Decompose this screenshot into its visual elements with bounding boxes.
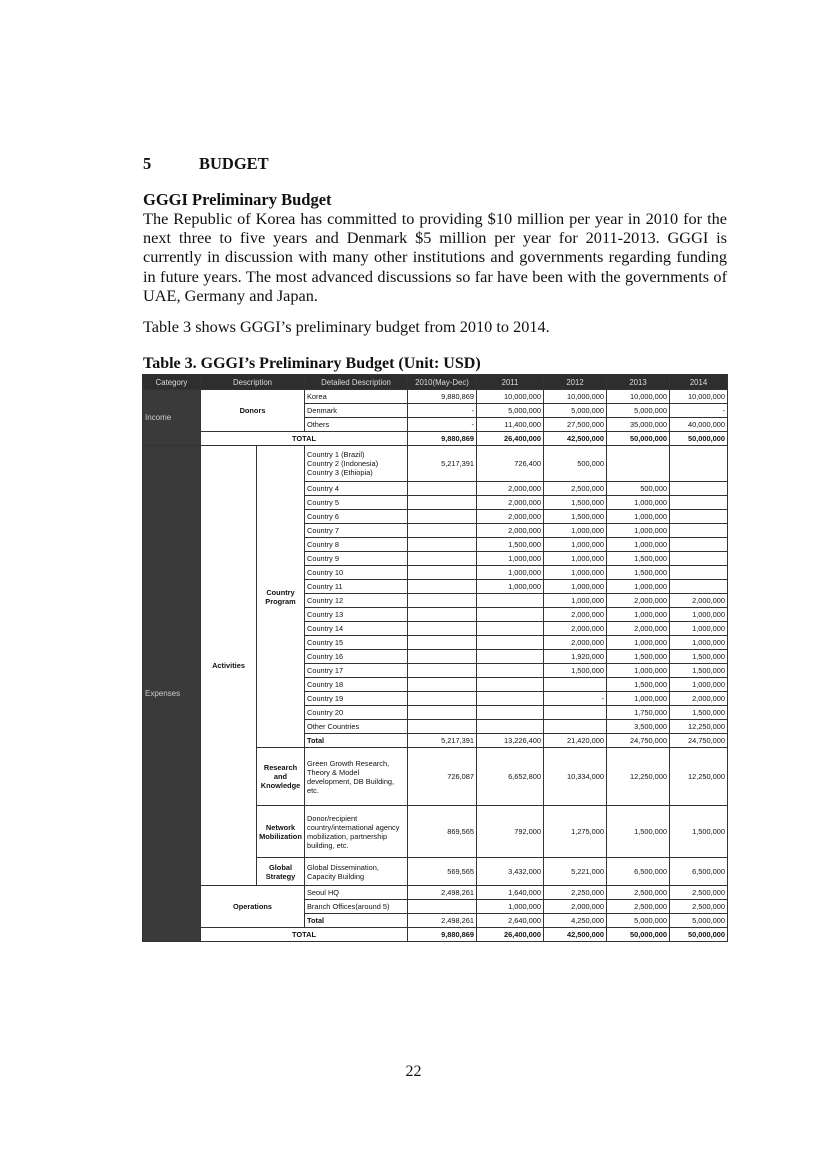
amount-cell: [408, 678, 477, 692]
amount-cell: 5,217,391: [408, 446, 477, 482]
amount-cell: 5,000,000: [607, 404, 670, 418]
amount-cell: 1,000,000: [607, 510, 670, 524]
header-category: Category: [143, 375, 201, 390]
amount-cell: [670, 524, 728, 538]
amount-cell: 1,640,000: [477, 886, 544, 900]
amount-cell: 10,000,000: [477, 390, 544, 404]
amount-cell: 6,652,800: [477, 748, 544, 806]
amount-cell: [408, 496, 477, 510]
amount-cell: 50,000,000: [607, 432, 670, 446]
amount-cell: 500,000: [607, 482, 670, 496]
amount-cell: [607, 446, 670, 482]
amount-cell: 10,000,000: [670, 390, 728, 404]
amount-cell: 40,000,000: [670, 418, 728, 432]
amount-cell: 1,500,000: [670, 650, 728, 664]
amount-cell: 12,250,000: [670, 748, 728, 806]
amount-cell: 1,500,000: [544, 510, 607, 524]
amount-cell: [544, 678, 607, 692]
detail-cell: Korea: [305, 390, 408, 404]
intro-paragraph: The Republic of Korea has committed to providing $10 million per year in 2010 for the next three to five years and Denmark $5 million per year for 2011-2013. GGGI is currently in discussion with many other institutions and governments regarding funding in future years. The most advanced discussions so far have been with the governments of UAE, Germany and Japan.: [143, 209, 727, 305]
amount-cell: [408, 566, 477, 580]
amount-cell: 1,000,000: [477, 580, 544, 594]
amount-cell: 12,250,000: [607, 748, 670, 806]
amount-cell: [477, 608, 544, 622]
amount-cell: 4,250,000: [544, 914, 607, 928]
amount-cell: [408, 608, 477, 622]
amount-cell: [408, 524, 477, 538]
amount-cell: 6,500,000: [607, 858, 670, 886]
amount-cell: 10,334,000: [544, 748, 607, 806]
amount-cell: 2,000,000: [670, 594, 728, 608]
amount-cell: [408, 482, 477, 496]
amount-cell: 1,500,000: [607, 566, 670, 580]
amount-cell: 1,500,000: [544, 496, 607, 510]
amount-cell: [408, 538, 477, 552]
amount-cell: 10,000,000: [607, 390, 670, 404]
section-heading: [143, 154, 269, 174]
amount-cell: 21,420,000: [544, 734, 607, 748]
amount-cell: 5,217,391: [408, 734, 477, 748]
amount-cell: 2,500,000: [544, 482, 607, 496]
header-2014: 2014: [670, 375, 728, 390]
amount-cell: 3,500,000: [607, 720, 670, 734]
amount-cell: 1,500,000: [607, 650, 670, 664]
amount-cell: [408, 580, 477, 594]
amount-cell: 1,500,000: [544, 664, 607, 678]
amount-cell: 1,000,000: [477, 900, 544, 914]
detail-cell: Country 12: [305, 594, 408, 608]
amount-cell: [408, 692, 477, 706]
amount-cell: 792,000: [477, 806, 544, 858]
table-row: [143, 390, 728, 404]
amount-cell: 1,000,000: [544, 552, 607, 566]
detail-cell: Other Countries: [305, 720, 408, 734]
amount-cell: 5,000,000: [670, 914, 728, 928]
page-number: 22: [405, 1063, 422, 1080]
detail-cell: Country 5: [305, 496, 408, 510]
amount-cell: 6,500,000: [670, 858, 728, 886]
amount-cell: 569,565: [408, 858, 477, 886]
amount-cell: 1,500,000: [607, 678, 670, 692]
amount-cell: [670, 446, 728, 482]
amount-cell: 726,400: [477, 446, 544, 482]
operations-label: Operations: [201, 886, 305, 928]
amount-cell: 2,500,000: [670, 886, 728, 900]
amount-cell: [477, 622, 544, 636]
amount-cell: 26,400,000: [477, 432, 544, 446]
amount-cell: 13,226,400: [477, 734, 544, 748]
amount-cell: 2,250,000: [544, 886, 607, 900]
detail-cell: Country 4: [305, 482, 408, 496]
amount-cell: [408, 650, 477, 664]
amount-cell: 24,750,000: [670, 734, 728, 748]
amount-cell: 2,498,261: [408, 886, 477, 900]
amount-cell: 2,500,000: [670, 900, 728, 914]
amount-cell: 2,000,000: [477, 496, 544, 510]
detail-cell: Country 6: [305, 510, 408, 524]
amount-cell: 42,500,000: [544, 432, 607, 446]
amount-cell: 5,000,000: [544, 404, 607, 418]
amount-cell: 1,000,000: [670, 636, 728, 650]
header-row: [143, 375, 728, 390]
amount-cell: 1,000,000: [544, 524, 607, 538]
amount-cell: [408, 720, 477, 734]
amount-cell: [477, 678, 544, 692]
amount-cell: 2,000,000: [544, 622, 607, 636]
amount-cell: 50,000,000: [670, 432, 728, 446]
amount-cell: 1,000,000: [607, 580, 670, 594]
detail-cell: Country 13: [305, 608, 408, 622]
amount-cell: 726,087: [408, 748, 477, 806]
amount-cell: [670, 510, 728, 524]
amount-cell: [670, 566, 728, 580]
section-number: 5: [143, 154, 152, 173]
amount-cell: [544, 706, 607, 720]
amount-cell: 1,000,000: [607, 524, 670, 538]
header-2012: 2012: [544, 375, 607, 390]
global-strategy-label: Global Strategy: [257, 858, 305, 886]
amount-cell: 1,000,000: [477, 552, 544, 566]
amount-cell: 9,880,869: [408, 432, 477, 446]
amount-cell: [408, 636, 477, 650]
amount-cell: 1,000,000: [607, 692, 670, 706]
amount-cell: 1,500,000: [607, 806, 670, 858]
amount-cell: 11,400,000: [477, 418, 544, 432]
detail-cell: Country 11: [305, 580, 408, 594]
detail-cell: Branch Offices(around 5): [305, 900, 408, 914]
table-reference-paragraph: Table 3 shows GGGI’s preliminary budget from 2010 to 2014.: [143, 317, 550, 336]
amount-cell: 2,000,000: [670, 692, 728, 706]
amount-cell: 1,750,000: [607, 706, 670, 720]
amount-cell: 2,498,261: [408, 914, 477, 928]
amount-cell: [670, 482, 728, 496]
amount-cell: 1,500,000: [670, 706, 728, 720]
amount-cell: [408, 622, 477, 636]
amount-cell: 869,565: [408, 806, 477, 858]
amount-cell: 1,500,000: [607, 552, 670, 566]
amount-cell: 1,000,000: [670, 608, 728, 622]
amount-cell: 50,000,000: [670, 928, 728, 942]
amount-cell: 1,000,000: [607, 538, 670, 552]
detail-cell: Green Growth Research, Theory & Model development, DB Building, etc.: [305, 748, 408, 806]
amount-cell: 1,000,000: [670, 678, 728, 692]
header-detailed-description: Detailed Description: [305, 375, 408, 390]
amount-cell: 1,000,000: [544, 566, 607, 580]
table-caption: Table 3. GGGI’s Preliminary Budget (Unit: USD): [143, 355, 481, 372]
amount-cell: -: [408, 418, 477, 432]
detail-cell: Seoul HQ: [305, 886, 408, 900]
subheading: GGGI Preliminary Budget: [143, 190, 332, 209]
amount-cell: 1,000,000: [607, 496, 670, 510]
amount-cell: 3,432,000: [477, 858, 544, 886]
amount-cell: 1,000,000: [544, 580, 607, 594]
amount-cell: 12,250,000: [670, 720, 728, 734]
amount-cell: 1,000,000: [607, 608, 670, 622]
amount-cell: [408, 552, 477, 566]
amount-cell: [670, 580, 728, 594]
section-title: BUDGET: [199, 154, 269, 173]
amount-cell: [477, 706, 544, 720]
detail-cell: Country 14: [305, 622, 408, 636]
amount-cell: 35,000,000: [607, 418, 670, 432]
detail-cell: Country 17: [305, 664, 408, 678]
amount-cell: 42,500,000: [544, 928, 607, 942]
operations-total: Total: [305, 914, 408, 928]
amount-cell: 9,880,869: [408, 390, 477, 404]
amount-cell: 2,000,000: [477, 524, 544, 538]
amount-cell: 1,000,000: [670, 622, 728, 636]
amount-cell: 2,000,000: [477, 510, 544, 524]
amount-cell: 2,000,000: [607, 622, 670, 636]
header-2013: 2013: [607, 375, 670, 390]
detail-cell: Country 16: [305, 650, 408, 664]
amount-cell: [544, 720, 607, 734]
amount-cell: 50,000,000: [607, 928, 670, 942]
amount-cell: 1,920,000: [544, 650, 607, 664]
country-program-total: Total: [305, 734, 408, 748]
amount-cell: 1,000,000: [544, 594, 607, 608]
amount-cell: 2,000,000: [544, 608, 607, 622]
network-mobilization-label: Network Mobilization: [257, 806, 305, 858]
amount-cell: [477, 636, 544, 650]
detail-cell: Country 20: [305, 706, 408, 720]
donors-label: Donors: [201, 390, 305, 432]
amount-cell: [408, 706, 477, 720]
amount-cell: 9,880,869: [408, 928, 477, 942]
amount-cell: [477, 664, 544, 678]
amount-cell: 2,500,000: [607, 900, 670, 914]
amount-cell: 1,000,000: [607, 664, 670, 678]
budget-table: [142, 374, 728, 942]
amount-cell: [408, 664, 477, 678]
amount-cell: 1,500,000: [670, 664, 728, 678]
amount-cell: [477, 720, 544, 734]
amount-cell: [408, 594, 477, 608]
header-description: Description: [201, 375, 305, 390]
detail-cell: Others: [305, 418, 408, 432]
research-knowledge-label: Research and Knowledge: [257, 748, 305, 806]
header-2011: 2011: [477, 375, 544, 390]
amount-cell: 2,000,000: [544, 636, 607, 650]
table-row: [143, 432, 728, 446]
amount-cell: -: [670, 404, 728, 418]
detail-cell: Country 15: [305, 636, 408, 650]
amount-cell: 1,275,000: [544, 806, 607, 858]
amount-cell: [670, 496, 728, 510]
table-row: [143, 928, 728, 942]
amount-cell: 26,400,000: [477, 928, 544, 942]
country-program-label: Country Program: [257, 446, 305, 748]
amount-cell: [477, 594, 544, 608]
amount-cell: 1,500,000: [477, 538, 544, 552]
amount-cell: 27,500,000: [544, 418, 607, 432]
detail-cell: Country 8: [305, 538, 408, 552]
amount-cell: 5,000,000: [477, 404, 544, 418]
activities-label: Activities: [201, 446, 257, 886]
detail-cell: Country 10: [305, 566, 408, 580]
amount-cell: [477, 650, 544, 664]
table-row: [143, 446, 728, 482]
amount-cell: 2,000,000: [607, 594, 670, 608]
income-total-label: TOTAL: [201, 432, 408, 446]
detail-cell: Denmark: [305, 404, 408, 418]
category-expenses: Expenses: [143, 446, 201, 942]
detail-cell: Global Dissemination, Capacity Building: [305, 858, 408, 886]
amount-cell: 5,000,000: [607, 914, 670, 928]
amount-cell: 2,000,000: [477, 482, 544, 496]
amount-cell: 10,000,000: [544, 390, 607, 404]
category-income: Income: [143, 390, 201, 446]
amount-cell: 1,500,000: [670, 806, 728, 858]
detail-cell: Donor/recipient country/international agency mobilization, partnership building, etc.: [305, 806, 408, 858]
amount-cell: [670, 538, 728, 552]
amount-cell: [477, 692, 544, 706]
detail-cell: Country 19: [305, 692, 408, 706]
amount-cell: [670, 552, 728, 566]
amount-cell: 2,640,000: [477, 914, 544, 928]
amount-cell: 2,500,000: [607, 886, 670, 900]
amount-cell: 2,000,000: [544, 900, 607, 914]
amount-cell: [408, 510, 477, 524]
amount-cell: 1,000,000: [544, 538, 607, 552]
amount-cell: 500,000: [544, 446, 607, 482]
header-2010: 2010(May-Dec): [408, 375, 477, 390]
amount-cell: -: [544, 692, 607, 706]
expenses-total-label: TOTAL: [201, 928, 408, 942]
detail-cell: Country 7: [305, 524, 408, 538]
amount-cell: -: [408, 404, 477, 418]
amount-cell: 1,000,000: [477, 566, 544, 580]
amount-cell: 5,221,000: [544, 858, 607, 886]
detail-cell: Country 9: [305, 552, 408, 566]
detail-cell: Country 1 (Brazil) Country 2 (Indonesia) Country 3 (Ethiopia): [305, 446, 408, 482]
amount-cell: 24,750,000: [607, 734, 670, 748]
detail-cell: Country 18: [305, 678, 408, 692]
amount-cell: [408, 900, 477, 914]
table-row: [143, 886, 728, 900]
amount-cell: 1,000,000: [607, 636, 670, 650]
